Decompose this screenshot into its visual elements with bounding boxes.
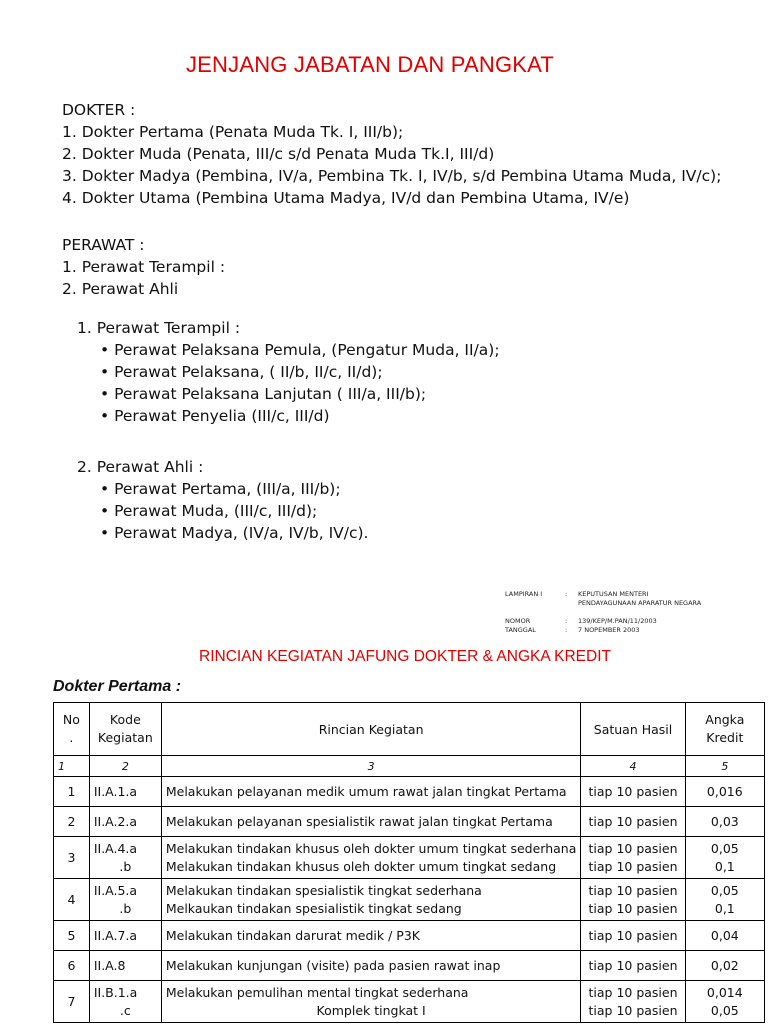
table-caption: Dokter Pertama :	[53, 678, 182, 695]
perawat-item: 1. Perawat Terampil :	[62, 258, 226, 276]
dokter-heading: DOKTER :	[62, 101, 136, 119]
ahli-bullet: • Perawat Madya, (IV/a, IV/b, IV/c).	[100, 524, 369, 542]
terampil-heading: 1. Perawat Terampil :	[77, 319, 241, 337]
table-row: 3 II.A.4.a .b Melakukan tindakan khusus oleh dokter umum tingkat sederhana Melakukan tindakan khusus oleh dokter umum tingkat sedang tiap 10 pasien tiap 10 pasien 0,05 0,1	[54, 837, 765, 879]
dokter-item: 4. Dokter Utama (Pembina Utama Madya, IV/d dan Pembina Utama, IV/e)	[62, 189, 630, 207]
lampiran-value-2: PENDAYAGUNAAN APARATUR NEGARA	[578, 599, 702, 607]
dokter-item: 3. Dokter Madya (Pembina, IV/a, Pembina Tk. I, IV/b, s/d Pembina Utama Muda, IV/c);	[62, 167, 722, 185]
ahli-bullet: • Perawat Muda, (III/c, III/d);	[100, 502, 318, 520]
header-satuan: Satuan Hasil	[581, 703, 685, 756]
ahli-heading: 2. Perawat Ahli :	[77, 458, 204, 476]
terampil-bullet: • Perawat Pelaksana Lanjutan ( III/a, III/b);	[100, 385, 427, 403]
table-row: 2 II.A.2.a Melakukan pelayanan spesialistik rawat jalan tingkat Pertama tiap 10 pasien 0,03	[54, 807, 765, 837]
terampil-bullet: • Perawat Pelaksana, ( II/b, II/c, II/d);	[100, 363, 383, 381]
table-row: 7 II.B.1.a .c Melakukan pemulihan mental tingkat sederhana Komplek tingkat I tiap 10 pasien tiap 10 pasien 0,014 0,05	[54, 981, 765, 1023]
perawat-heading: PERAWAT :	[62, 236, 145, 254]
colnum: 4	[581, 756, 685, 777]
table-row: 1 II.A.1.a Melakukan pelayanan medik umum rawat jalan tingkat Pertama tiap 10 pasien 0,016	[54, 777, 765, 807]
header-angka: Angka Kredit	[685, 703, 764, 756]
dokter-item: 2. Dokter Muda (Penata, III/c s/d Penata Muda Tk.I, III/d)	[62, 145, 495, 163]
header-rincian: Rincian Kegiatan	[161, 703, 581, 756]
perawat-terampil-section	[77, 317, 500, 427]
colnum: 3	[161, 756, 581, 777]
nomor-value: 139/KEP/M.PAN/11/2003	[578, 617, 657, 625]
kegiatan-table	[53, 702, 765, 1023]
meta-colon: :	[565, 617, 568, 625]
lampiran-label: LAMPIRAN I	[505, 590, 543, 598]
colnum: 5	[685, 756, 764, 777]
ahli-bullet: • Perawat Pertama, (III/a, III/b);	[100, 480, 341, 498]
tanggal-label: TANGGAL	[505, 626, 536, 634]
table-row: 6 II.A.8 Melakukan kunjungan (visite) pada pasien rawat inap tiap 10 pasien 0,02	[54, 951, 765, 981]
column-number-row	[54, 756, 765, 777]
terampil-bullet: • Perawat Penyelia (III/c, III/d)	[100, 407, 330, 425]
table-row: 4 II.A.5.a .b Melakukan tindakan spesialistik tingkat sederhana Melkaukan tindakan spesialistik tingkat sedang tiap 10 pasien tiap 10 pasien 0,05 0,1	[54, 879, 765, 921]
dokter-item: 1. Dokter Pertama (Penata Muda Tk. I, III/b);	[62, 123, 404, 141]
perawat-ahli-section	[77, 456, 368, 544]
perawat-section	[62, 234, 225, 300]
section-subtitle: RINCIAN KEGIATAN JAFUNG DOKTER & ANGKA KREDIT	[199, 648, 611, 665]
tanggal-value: 7 NOPEMBER 2003	[578, 626, 640, 634]
meta-colon: :	[565, 626, 568, 634]
table-row: 5 II.A.7.a Melakukan tindakan darurat medik / P3K tiap 10 pasien 0,04	[54, 921, 765, 951]
page-title: JENJANG JABATAN DAN PANGKAT	[185, 52, 555, 77]
table-header-row	[54, 703, 765, 756]
header-no: No .	[54, 703, 90, 756]
lampiran-meta	[505, 590, 701, 635]
lampiran-value: KEPUTUSAN MENTERI	[578, 590, 649, 598]
terampil-bullet: • Perawat Pelaksana Pemula, (Pengatur Muda, II/a);	[100, 341, 500, 359]
nomor-label: NOMOR	[505, 617, 531, 625]
dokter-section	[62, 99, 721, 209]
colnum: 2	[89, 756, 161, 777]
header-kode: Kode Kegiatan	[89, 703, 161, 756]
perawat-item: 2. Perawat Ahli	[62, 280, 179, 298]
meta-colon: :	[565, 590, 568, 598]
colnum: 1	[54, 756, 90, 777]
